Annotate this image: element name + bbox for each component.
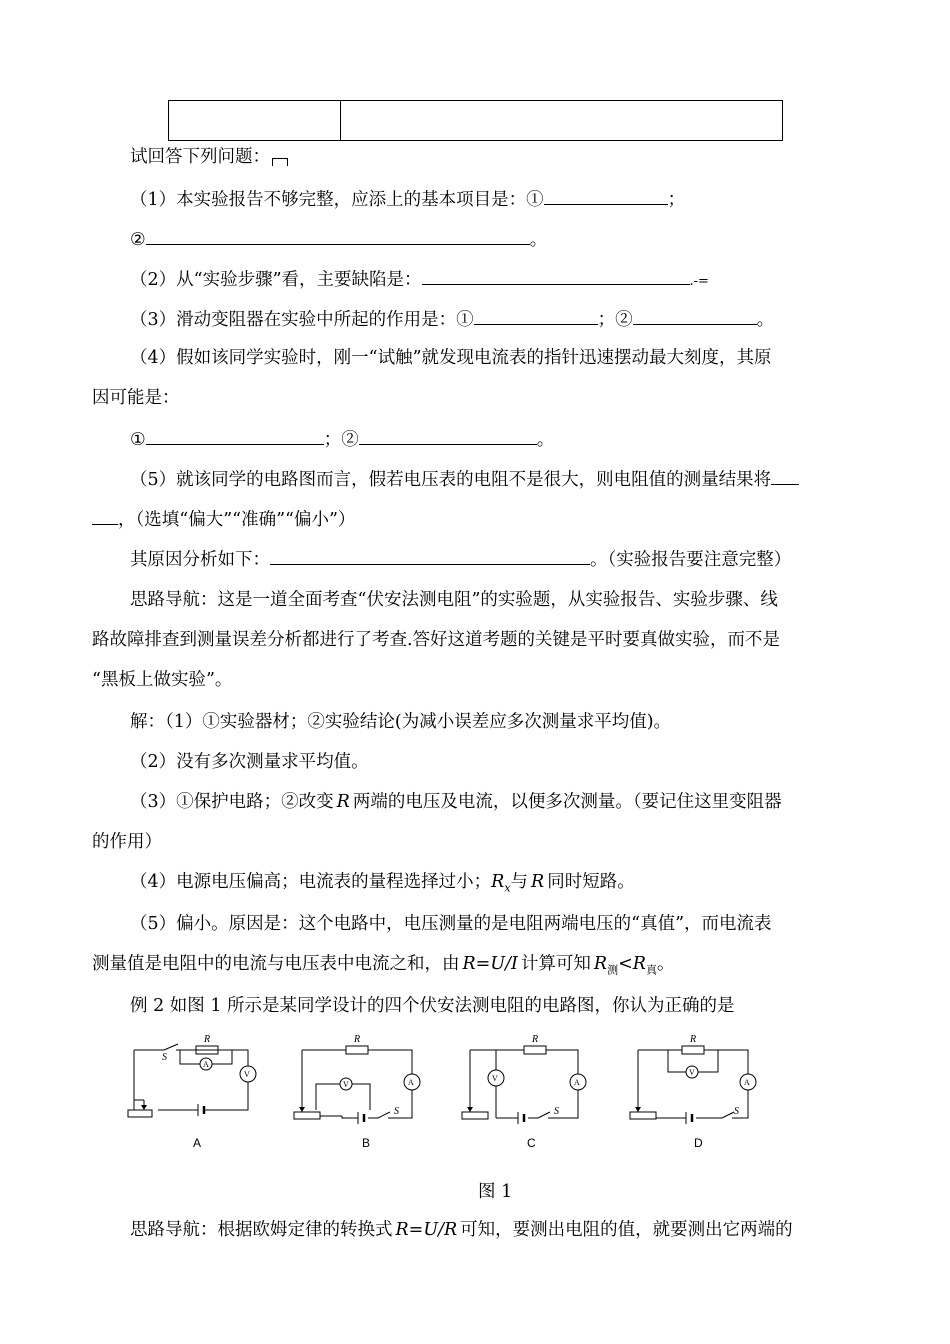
solution-3: （3）①保护电路；②改变 R 两端的电压及电流，以便多次测量。（要记住这里变阻器 bbox=[130, 792, 782, 812]
circuit-a bbox=[128, 1034, 256, 1117]
table-cell bbox=[169, 101, 341, 141]
circuit-label-c: C bbox=[527, 1136, 536, 1150]
report-table-row bbox=[168, 100, 783, 141]
circuit-c bbox=[462, 1034, 586, 1124]
svg-text:A: A bbox=[408, 1078, 414, 1087]
circuit-label-a: A bbox=[193, 1136, 202, 1150]
question-4-line2: 因可能是： bbox=[92, 388, 180, 408]
question-5: （5）就该同学的电路图而言，假若电压表的电阻不是很大，则电阻值的测量结果将 bbox=[130, 466, 799, 492]
guide-1-line3: “黑板上做实验”。 bbox=[92, 670, 233, 690]
svg-text:R: R bbox=[690, 1034, 697, 1045]
table-cell bbox=[341, 101, 783, 141]
question-5-line2: ，（选填“偏大”“准确”“偏小”） bbox=[92, 506, 355, 532]
svg-text:R: R bbox=[532, 1034, 539, 1045]
solution-3-line2: 的作用） bbox=[92, 832, 162, 852]
resistor-r bbox=[682, 1046, 704, 1054]
solution-4: （4）电源电压偏高；电流表的量程选择过小；$R_x$与 R 同时短路。 bbox=[130, 872, 635, 895]
svg-text:V: V bbox=[244, 1070, 250, 1079]
svg-text:S: S bbox=[162, 1052, 167, 1063]
answer-blank[interactable] bbox=[146, 426, 324, 445]
answer-blank[interactable] bbox=[270, 546, 590, 565]
question-4: （4）假如该同学实验时，刚一“试触”就发现电流表的指针迅速摆动最大刻度，其原 bbox=[130, 348, 772, 368]
question-1-line2: ② 。 bbox=[130, 226, 547, 252]
question-4-line3: ① ；② 。 bbox=[130, 426, 554, 452]
rheostat bbox=[128, 1110, 152, 1117]
circuit-d bbox=[630, 1034, 756, 1124]
switch-s bbox=[538, 1112, 550, 1118]
question-intro: 试回答下列问题： bbox=[130, 145, 288, 169]
solution-5: （5）偏小。原因是：这个电路中，电压测量的是电阻两端电压的“真值”，而电流表 bbox=[130, 914, 772, 934]
circuit-b bbox=[294, 1034, 420, 1124]
answer-blank[interactable] bbox=[633, 306, 757, 325]
answer-blank[interactable] bbox=[359, 426, 537, 445]
solution-2: （2）没有多次测量求平均值。 bbox=[130, 752, 369, 772]
svg-text:A: A bbox=[574, 1078, 580, 1087]
svg-text:R: R bbox=[354, 1034, 361, 1045]
guide-1: 思路导航：这是一道全面考查“伏安法测电阻”的实验题，从实验报告、实验步骤、线 bbox=[130, 590, 778, 610]
answer-blank[interactable] bbox=[474, 306, 598, 325]
svg-text:V: V bbox=[492, 1074, 498, 1083]
resistor-r bbox=[346, 1046, 368, 1054]
resistor-r bbox=[524, 1046, 546, 1054]
svg-text:A: A bbox=[744, 1078, 750, 1087]
question-5-line3: 其原因分析如下： 。（实验报告要注意完整） bbox=[130, 546, 791, 572]
svg-text:A: A bbox=[203, 1060, 209, 1069]
circuit-label-d: D bbox=[694, 1136, 703, 1150]
svg-text:S: S bbox=[394, 1106, 399, 1117]
answer-blank[interactable] bbox=[92, 506, 118, 525]
example-2: 例 2 如图 1 所示是某同学设计的四个伏安法测电阻的电路图，你认为正确的是 bbox=[130, 996, 735, 1016]
svg-text:R: R bbox=[204, 1034, 211, 1045]
rheostat bbox=[630, 1112, 656, 1119]
circuit-label-b: B bbox=[362, 1136, 371, 1150]
question-3: （3）滑动变阻器在实验中所起的作用是：① ；② 。 bbox=[130, 306, 774, 332]
answer-blank[interactable] bbox=[146, 226, 530, 245]
svg-text:S: S bbox=[734, 1106, 739, 1117]
answer-blank[interactable] bbox=[544, 186, 668, 205]
solution-1: 解：（1）①实验器材；②实验结论(为减小误差应多次测量求平均值)。 bbox=[130, 712, 672, 732]
switch-s bbox=[378, 1112, 390, 1118]
question-2: （2）从“实验步骤”看，主要缺陷是： .-= bbox=[130, 266, 709, 294]
solution-5-line2: 测量值是电阻中的电流与电压表中电流之和，由 R=U/I 计算可知 $R_测<R_真$。 bbox=[92, 954, 675, 977]
switch-s bbox=[722, 1112, 734, 1118]
svg-text:V: V bbox=[343, 1080, 349, 1089]
figure-caption: 图 1 bbox=[478, 1182, 513, 1202]
rheostat bbox=[294, 1112, 320, 1119]
switch-s bbox=[164, 1044, 178, 1050]
question-1: （1）本实验报告不够完整，应添上的基本项目是：① ； bbox=[130, 186, 685, 212]
answer-blank[interactable] bbox=[771, 466, 799, 485]
guide-1-line2: 路故障排查到测量误差分析都进行了考查.答好这道考题的关键是平时要真做实验，而不是 bbox=[92, 630, 781, 650]
svg-text:S: S bbox=[554, 1106, 559, 1117]
rheostat bbox=[462, 1112, 488, 1119]
cursor-mark bbox=[272, 158, 288, 166]
answer-blank[interactable] bbox=[422, 266, 690, 285]
svg-text:V: V bbox=[689, 1068, 695, 1077]
circuit-diagrams bbox=[120, 1030, 780, 1130]
guide-2: 思路导航：根据欧姆定律的转换式 R=U/R 可知，要测出电阻的值，就要测出它两端的 bbox=[130, 1220, 793, 1240]
